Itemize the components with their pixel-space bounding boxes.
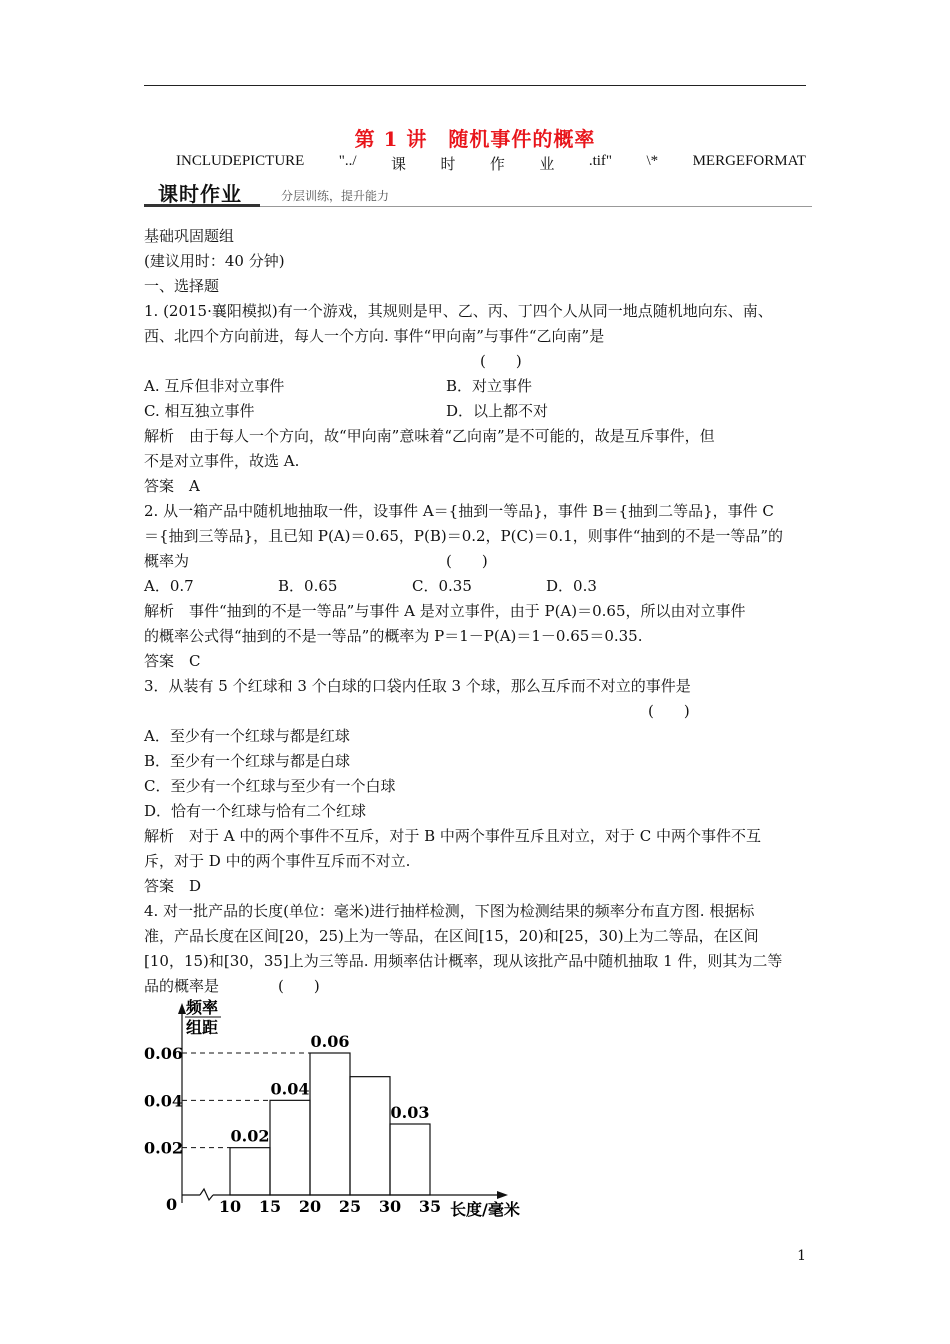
x-tick-label: 10 <box>218 1197 242 1216</box>
section-group: 基础巩固题组 <box>144 227 235 245</box>
q1-analysis-line: 不是对立事件，故选 A. <box>144 452 300 470</box>
y-tick-label: 0.02 <box>144 1138 183 1158</box>
include-token: 业 <box>539 157 555 173</box>
x-axis-arrow <box>497 1191 508 1199</box>
q1-option-b: B．对立事件 <box>446 377 533 395</box>
histogram-bar <box>310 1053 350 1195</box>
q2-option-c: C．0.35 <box>412 577 472 595</box>
banner-subtitle: 分层训练，提升能力 <box>281 189 390 203</box>
origin-label: 0 <box>166 1195 178 1214</box>
q2-text-line: ＝{抽到三等品}，且已知 P(A)＝0.65，P(B)＝0.2，P(C)＝0.1，则事件“抽到的不是一等品”的 <box>144 527 784 545</box>
include-token: "../ <box>338 153 357 169</box>
page-title: 第 1 讲 随机事件的概率 <box>354 127 596 151</box>
y-axis-label-bottom: 组距 <box>186 1018 219 1037</box>
q4-answer-paren: ( ) <box>278 977 320 995</box>
histogram-bar <box>350 1077 390 1195</box>
q2-answer: 答案 C <box>144 652 201 670</box>
include-token: .tif" <box>588 153 613 169</box>
q3-answer-paren: ( ) <box>648 702 690 720</box>
bar-value-label: 0.04 <box>270 1079 310 1099</box>
histogram-bar <box>230 1148 270 1195</box>
q2-text-line: 2. 从一箱产品中随机地抽取一件，设事件 A＝{抽到一等品}，事件 B＝{抽到二等品}，事件 C <box>144 502 774 520</box>
q2-option-a: A．0.7 <box>144 577 194 595</box>
q1-option-a: A. 互斥但非对立事件 <box>144 377 285 395</box>
section-part: 一、选择题 <box>144 277 220 295</box>
q1-option-d: D．以上都不对 <box>446 402 549 420</box>
q2-analysis-line: 的概率公式得“抽到的不是一等品”的概率为 P＝1－P(A)＝1－0.65＝0.35. <box>144 627 643 645</box>
q3-analysis-line: 解析 对于 A 中的两个事件不互斥，对于 B 中两个事件互斥且对立，对于 C 中两个事件不互 <box>144 827 761 845</box>
q3-option-a: A．至少有一个红球与都是红球 <box>144 727 350 745</box>
x-tick-label: 15 <box>258 1197 282 1216</box>
q3-answer: 答案 D <box>144 877 202 895</box>
x-tick-label: 35 <box>418 1197 442 1216</box>
banner-title: 课时作业 <box>158 182 242 206</box>
include-token: INCLUDEPICTURE <box>176 153 305 169</box>
q1-analysis-line: 解析 由于每人一个方向，故“甲向南”意味着“乙向南”是不可能的，故是互斥事件，但 <box>144 427 715 445</box>
bar-value-label: 0.03 <box>390 1103 430 1122</box>
q2-option-b: B．0.65 <box>278 577 338 595</box>
q1-answer: 答案 A <box>144 477 200 495</box>
x-tick-label: 25 <box>338 1197 362 1216</box>
q4-text-line: 品的概率是 <box>144 977 220 995</box>
x-axis-break <box>200 1189 213 1200</box>
y-axis-arrow <box>178 1003 186 1014</box>
q4-text-line: 准，产品长度在区间[20，25)上为一等品，在区间[15，20)和[25，30)上为二等品，在区间 <box>144 927 759 945</box>
y-tick-label: 0.06 <box>144 1044 183 1063</box>
q1-option-c: C. 相互独立事件 <box>144 402 255 420</box>
q1-answer-paren: ( ) <box>480 352 522 370</box>
x-tick-label: 20 <box>298 1197 322 1216</box>
q3-option-c: C．至少有一个红球与至少有一个白球 <box>144 777 396 795</box>
bar-value-label: 0.02 <box>230 1126 270 1146</box>
q2-text-line: 概率为 <box>144 552 190 570</box>
q3-analysis-line: 斥，对于 D 中的两个事件互斥而不对立. <box>144 852 411 870</box>
y-tick-label: 0.04 <box>144 1091 183 1111</box>
histogram-bar <box>390 1124 430 1195</box>
q1-text-line: 西、北四个方向前进，每人一个方向. 事件“甲向南”与事件“乙向南”是 <box>144 327 605 345</box>
q3-text-line: 3．从装有 5 个红球和 3 个白球的口袋内任取 3 个球，那么互斥而不对立的事件是 <box>144 677 691 695</box>
include-token: 课 <box>391 157 407 173</box>
q1-text-line: 1. (2015·襄阳模拟)有一个游戏，其规则是甲、乙、丙、丁四个人从同一地点随机地向东、南、 <box>144 302 773 320</box>
include-token: 作 <box>489 157 505 173</box>
section-time: (建议用时：40 分钟) <box>144 252 285 270</box>
histogram-bar <box>270 1100 310 1195</box>
q2-option-d: D．0.3 <box>546 577 597 595</box>
include-token: MERGEFORMAT <box>692 153 806 169</box>
q3-option-b: B．至少有一个红球与都是白球 <box>144 752 351 770</box>
include-token: \* <box>646 153 659 169</box>
q4-text-line: [10，15)和[30，35]上为三等品. 用频率估计概率，现从该批产品中随机抽取 1 件，则其为二等 <box>144 952 783 970</box>
q4-text-line: 4. 对一批产品的长度(单位：毫米)进行抽样检测，下图为检测结果的频率分布直方图. 根据标 <box>144 902 755 920</box>
x-axis-label: 长度/毫米 <box>450 1200 520 1219</box>
q2-answer-paren: ( ) <box>446 552 488 570</box>
include-token: 时 <box>440 157 456 173</box>
page-number: 1 <box>797 1248 806 1264</box>
q3-option-d: D．恰有一个红球与恰有二个红球 <box>144 802 367 820</box>
y-axis-label-top: 频率 <box>186 998 219 1017</box>
x-tick-label: 30 <box>378 1197 402 1216</box>
q2-analysis-line: 解析 事件“抽到的不是一等品”与事件 A 是对立事件，由于 P(A)＝0.65，所以由对立事件 <box>144 602 746 620</box>
bar-value-label: 0.06 <box>310 1032 350 1051</box>
